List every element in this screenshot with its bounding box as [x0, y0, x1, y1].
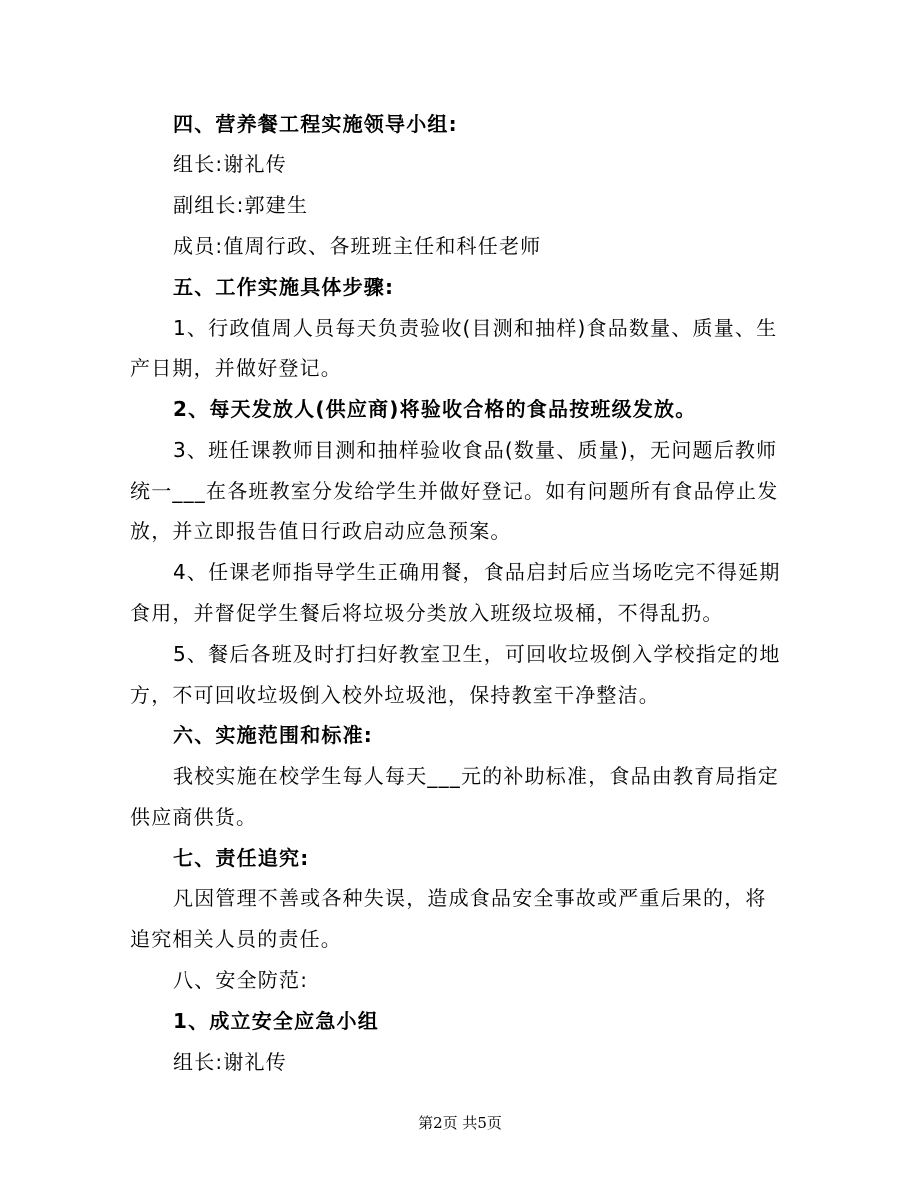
paragraph-line: 产日期，并做好登记。 [130, 356, 342, 380]
paragraph-line: 1、行政值周人员每天负责验收(目测和抽样)食品数量、质量、生 [173, 316, 778, 340]
section-heading-6: 六、实施范围和标准: [173, 723, 373, 747]
paragraph-line: 凡因管理不善或各种失误，造成食品安全事故或严重后果的，将 [173, 886, 767, 910]
paragraph-line: 追究相关人员的责任。 [130, 927, 342, 951]
paragraph-line: 副组长:郭建生 [173, 193, 309, 217]
paragraph-line: 统一___在各班教室分发给学生并做好登记。如有问题所有食品停止发 [130, 479, 779, 503]
page-number-footer: 第2页 共5页 [418, 1114, 502, 1132]
paragraph-line: 5、餐后各班及时打扫好教室卫生，可回收垃圾倒入学校指定的地 [173, 642, 781, 666]
paragraph-line: 我校实施在校学生每人每天___元的补助标准，食品由教育局指定 [173, 764, 779, 788]
paragraph-line: 食用，并督促学生餐后将垃圾分类放入班级垃圾桶，不得乱扔。 [130, 601, 724, 625]
paragraph-line: 3、班任课教师目测和抽样验收食品(数量、质量)，无问题后教师 [173, 438, 778, 462]
section-heading-7: 七、责任追究: [173, 846, 310, 870]
paragraph-line: 组长:谢礼传 [173, 152, 287, 176]
paragraph-line: 放，并立即报告值日行政启动应急预案。 [130, 519, 512, 543]
paragraph-line-bold: 2、每天发放人(供应商)将验收合格的食品按班级发放。 [173, 397, 697, 421]
paragraph-line: 方，不可回收垃圾倒入校外垃圾池，保持教室干净整洁。 [130, 683, 660, 707]
paragraph-line: 成员:值周行政、各班班主任和科任老师 [173, 234, 542, 258]
paragraph-line: 组长:谢礼传 [173, 1050, 287, 1074]
section-heading-8: 八、安全防范: [173, 968, 309, 992]
paragraph-line-bold: 1、成立安全应急小组 [173, 1009, 379, 1033]
section-heading-4: 四、营养餐工程实施领导小组: [173, 112, 458, 136]
paragraph-line: 供应商供货。 [130, 805, 258, 829]
section-heading-5: 五、工作实施具体步骤: [173, 275, 395, 299]
paragraph-line: 4、任课老师指导学生正确用餐，食品启封后应当场吃完不得延期 [173, 560, 781, 584]
